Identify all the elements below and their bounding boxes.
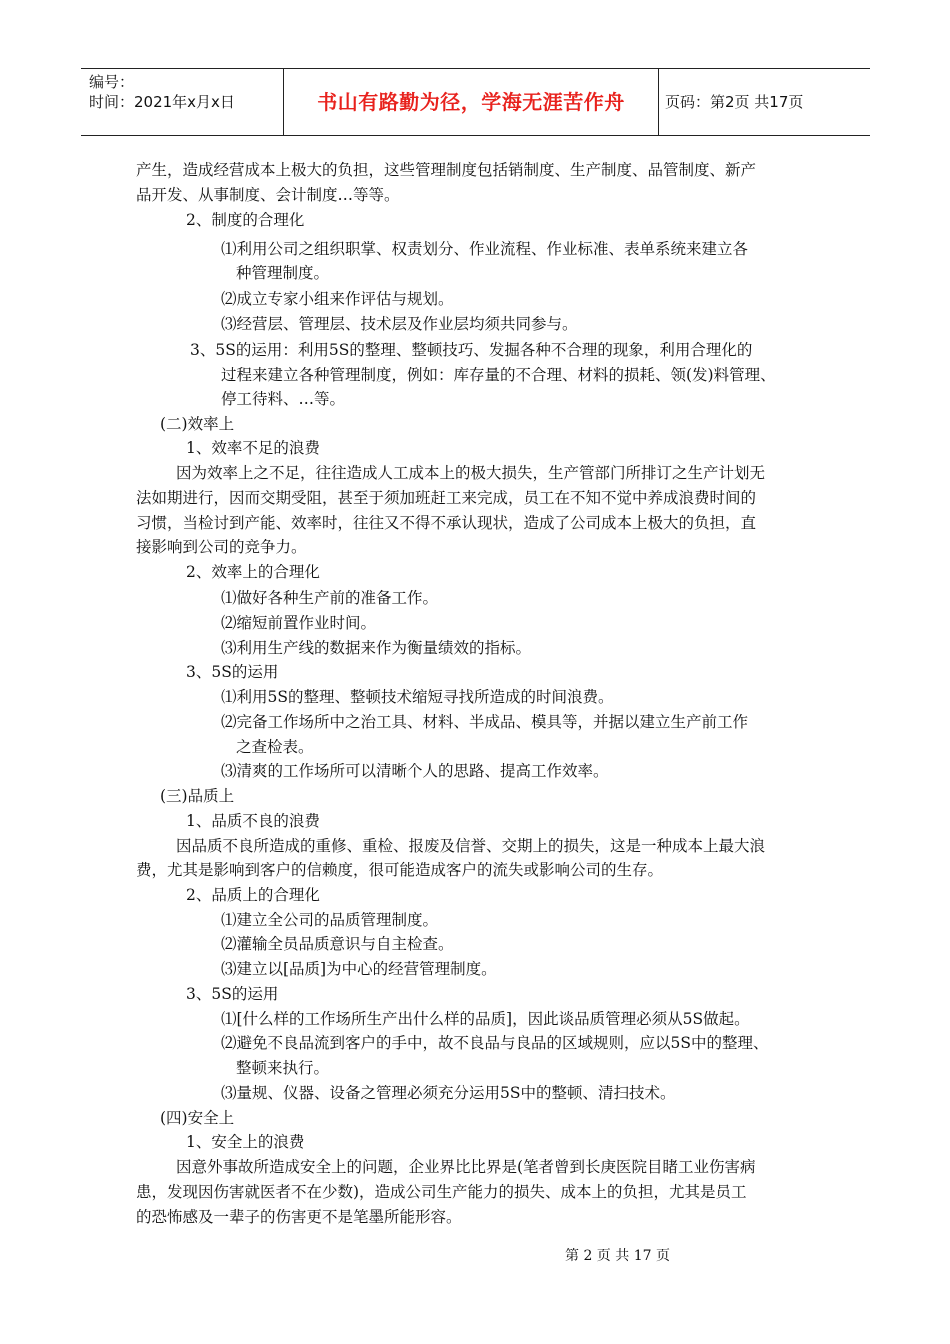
body-line: 3、5S的运用：利用5S的整理、整顿技巧、发掘各种不合理的现象，利用合理化的 bbox=[190, 341, 753, 359]
body-line: 患，发现因伤害就医者不在少数)，造成公司生产能力的损失、成本上的负担，尤其是员工 bbox=[136, 1183, 747, 1201]
body-line: 2、制度的合理化 bbox=[186, 211, 305, 229]
body-line: 3、5S的运用 bbox=[186, 985, 279, 1003]
body-line: ⑴利用公司之组织职掌、权责划分、作业流程、作业标准、表单系统来建立各 bbox=[221, 240, 749, 258]
date-label: 时间：2021年x月x日 bbox=[89, 93, 235, 111]
body-line: 3、5S的运用 bbox=[186, 663, 279, 681]
page-footer: 第 2 页 共 17 页 bbox=[565, 1248, 670, 1264]
body-line: 停工待料、…等。 bbox=[221, 390, 346, 408]
body-line: 接影响到公司的竞争力。 bbox=[136, 538, 307, 556]
section-heading: (二)效率上 bbox=[160, 415, 235, 433]
body-line: 产生，造成经营成本上极大的负担，这些管理制度包括销制度、生产制度、品管制度、新产 bbox=[136, 161, 757, 179]
page-header bbox=[81, 68, 870, 136]
body-line: ⑶清爽的工作场所可以清晰个人的思路、提高工作效率。 bbox=[221, 762, 609, 780]
body-line: 2、品质上的合理化 bbox=[186, 886, 320, 904]
body-line: 种管理制度。 bbox=[236, 264, 330, 282]
body-line: 因意外事故所造成安全上的问题，企业界比比界是(笔者曾到长庚医院目睹工业伤害病 bbox=[176, 1158, 756, 1176]
header-meta bbox=[81, 69, 283, 135]
body-line: ⑴建立全公司的品质管理制度。 bbox=[221, 911, 439, 929]
body-line: 因品质不良所造成的重修、重检、报废及信誉、交期上的损失，这是一种成本上最大浪 bbox=[176, 837, 766, 855]
body-line: ⑵缩短前置作业时间。 bbox=[221, 614, 377, 632]
section-heading: (三)品质上 bbox=[160, 787, 235, 805]
body-line: 因为效率上之不足，往往造成人工成本上的极大损失，生产管部门所排订之生产计划无 bbox=[176, 464, 766, 482]
body-line: ⑴[什么样的工作场所生产出什么样的品质]，因此谈品质管理必须从5S做起。 bbox=[221, 1010, 750, 1028]
section-heading: (四)安全上 bbox=[160, 1109, 235, 1127]
body-line: ⑴做好各种生产前的准备工作。 bbox=[221, 589, 439, 607]
body-line: ⑶量规、仪器、设备之管理必须充分运用5S中的整顿、清扫技术。 bbox=[221, 1084, 676, 1102]
body-line: 1、效率不足的浪费 bbox=[186, 439, 320, 457]
body-line: 之查检表。 bbox=[236, 738, 314, 756]
body-line: ⑵避免不良品流到客户的手中，故不良品与良品的区域规则，应以5S中的整理、 bbox=[221, 1034, 769, 1052]
body-line: 习惯，当检讨到产能、效率时，往往又不得不承认现状，造成了公司成本上极大的负担，直 bbox=[136, 514, 757, 532]
body-line: ⑶利用生产线的数据来作为衡量绩效的指标。 bbox=[221, 639, 532, 657]
body-line: ⑵灌输全员品质意识与自主检查。 bbox=[221, 935, 454, 953]
body-line: ⑵成立专家小组来作评估与规划。 bbox=[221, 290, 454, 308]
body-line: 品开发、从事制度、会计制度…等等。 bbox=[136, 186, 400, 204]
body-line: ⑴利用5S的整理、整顿技术缩短寻找所造成的时间浪费。 bbox=[221, 688, 614, 706]
body-line: ⑶经营层、管理层、技术层及作业层均须共同参与。 bbox=[221, 315, 578, 333]
header-motto: 书山有路勤为径，学海无涯苦作舟 bbox=[283, 69, 659, 135]
body-line: ⑵完备工作场所中之治工具、材料、半成品、模具等，并据以建立生产前工作 bbox=[221, 713, 749, 731]
body-line: 1、品质不良的浪费 bbox=[186, 812, 320, 830]
body-line: 1、安全上的浪费 bbox=[186, 1133, 305, 1151]
body-line: 过程来建立各种管理制度，例如：库存量的不合理、材料的损耗、领(发)料管理、 bbox=[221, 366, 776, 384]
body-line: 的恐怖感及一辈子的伤害更不是笔墨所能形容。 bbox=[136, 1208, 462, 1226]
serial-label: 编号： bbox=[89, 73, 135, 91]
body-line: 费，尤其是影响到客户的信赖度，很可能造成客户的流失或影响公司的生存。 bbox=[136, 861, 664, 879]
body-line: 整顿来执行。 bbox=[236, 1059, 330, 1077]
header-page-number: 页码：第2页 共17页 bbox=[665, 93, 804, 111]
body-line: 2、效率上的合理化 bbox=[186, 563, 320, 581]
body-line: 法如期进行，因而交期受阻，甚至于须加班赶工来完成，员工在不知不觉中养成浪费时间的 bbox=[136, 489, 757, 507]
body-line: ⑶建立以[品质]为中心的经营管理制度。 bbox=[221, 960, 497, 978]
